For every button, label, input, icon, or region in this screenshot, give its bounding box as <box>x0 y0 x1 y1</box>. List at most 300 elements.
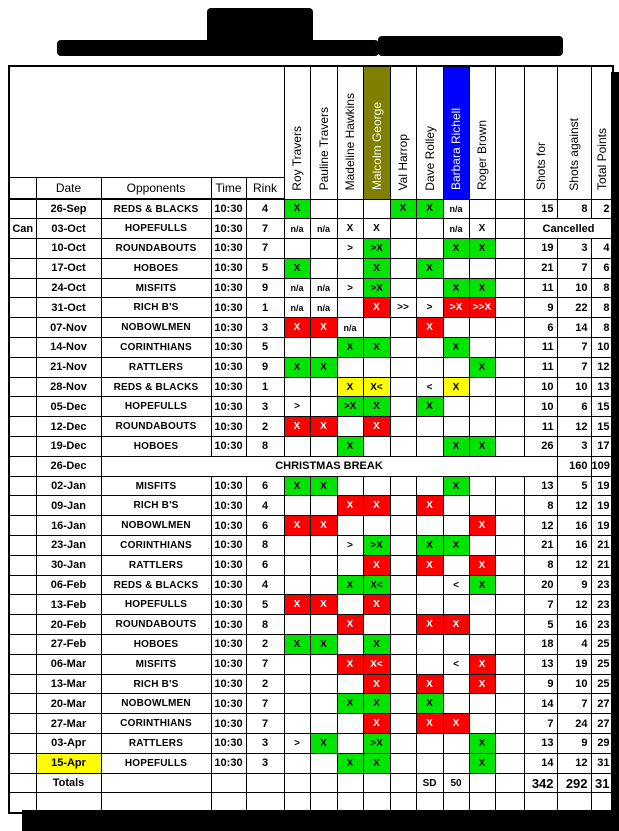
redacted-subtitle-block-right <box>378 36 563 56</box>
shots-for-cell: 14 <box>524 694 557 714</box>
player-result-cell <box>284 674 310 694</box>
player-result-cell <box>390 516 416 536</box>
total-points-cell: 25 <box>591 674 613 694</box>
shots-for-cell: 18 <box>524 635 557 655</box>
player-result-cell <box>390 793 416 813</box>
player-result-cell <box>390 734 416 754</box>
date-cell: 06-Feb <box>36 575 101 595</box>
player-result-cell <box>337 674 363 694</box>
player-result-cell <box>390 357 416 377</box>
fixture-row <box>9 674 613 694</box>
player-result-cell <box>416 278 443 298</box>
rink-cell: 3 <box>246 734 284 754</box>
player-result-cell: < <box>416 377 443 397</box>
rink-cell: 5 <box>246 258 284 278</box>
shots-against-cell: 5 <box>557 476 591 496</box>
date-cell: 12-Dec <box>36 417 101 437</box>
date-cell: 03-Oct <box>36 219 101 239</box>
player-result-cell <box>390 536 416 556</box>
spacer-cell <box>495 278 524 298</box>
player-result-cell <box>443 674 469 694</box>
player-result-cell: X <box>416 258 443 278</box>
player-result-cell <box>416 734 443 754</box>
shots-against-cell: 10 <box>557 278 591 298</box>
player-name-vertical-label: Madeline Hawkins <box>343 93 358 191</box>
rink-cell: 4 <box>246 575 284 595</box>
shots-against-cell: 22 <box>557 298 591 318</box>
shots-against-cell: 3 <box>557 239 591 259</box>
total-points-cell: 23 <box>591 615 613 635</box>
cancelled-flag-cell <box>9 753 36 773</box>
shots-against-cell: 3 <box>557 437 591 457</box>
player-result-cell <box>363 318 390 338</box>
shots-against-cell: 10 <box>557 377 591 397</box>
player-result-cell: X <box>310 595 337 615</box>
player-result-cell: X <box>469 575 495 595</box>
player-result-cell <box>390 555 416 575</box>
player-result-cell: X <box>443 615 469 635</box>
spacer-cell <box>495 575 524 595</box>
player-result-cell: X <box>337 437 363 457</box>
cancelled-flag-cell <box>9 694 36 714</box>
spacer-cell <box>495 377 524 397</box>
player-result-cell <box>284 338 310 358</box>
player-result-cell: X <box>416 674 443 694</box>
shots-against-column-header-vertical-label: Shots against <box>567 117 582 191</box>
player-result-cell <box>443 496 469 516</box>
player-result-cell: X <box>363 595 390 615</box>
player-result-cell: X <box>416 536 443 556</box>
shots-for-cell: 13 <box>524 654 557 674</box>
player-result-cell <box>416 417 443 437</box>
shots-for-cell: 8 <box>524 555 557 575</box>
opponent-cell: CORINTHIANS <box>101 536 211 556</box>
shots-against-cell: 14 <box>557 318 591 338</box>
time-cell: 10:30 <box>211 753 246 773</box>
player-result-cell: X <box>363 555 390 575</box>
fixture-row <box>9 298 613 318</box>
shots-against-column-header <box>557 66 591 199</box>
player-result-cell <box>469 258 495 278</box>
player-result-cell <box>416 654 443 674</box>
player-result-cell <box>363 793 390 813</box>
date-cell: 20-Feb <box>36 615 101 635</box>
time-cell: 10:30 <box>211 536 246 556</box>
player-result-cell <box>443 417 469 437</box>
fixture-row <box>9 734 613 754</box>
date-cell: 27-Feb <box>36 635 101 655</box>
player-result-cell <box>284 377 310 397</box>
shots-for-cell: 10 <box>524 377 557 397</box>
player-name-vertical-label: Malcolm George <box>369 102 384 191</box>
spacer-cell <box>495 753 524 773</box>
player-result-cell <box>469 318 495 338</box>
player-result-cell: X< <box>363 575 390 595</box>
rink-cell: 3 <box>246 397 284 417</box>
date-cell: 20-Mar <box>36 694 101 714</box>
total-points-column-header-vertical-label: Total Points <box>595 128 610 191</box>
date-cell: 27-Mar <box>36 714 101 734</box>
time-cell <box>211 773 246 793</box>
spacer-cell <box>495 635 524 655</box>
redacted-subtitle-block-left <box>57 40 379 56</box>
player-result-cell <box>337 476 363 496</box>
shots-for-cell: 14 <box>524 753 557 773</box>
total-points-cell: 27 <box>591 694 613 714</box>
player-result-cell: X <box>337 338 363 358</box>
cancelled-flag-cell <box>9 773 36 793</box>
player-result-cell: >>X <box>469 298 495 318</box>
player-result-cell <box>310 615 337 635</box>
player-column-header <box>443 66 469 199</box>
cancelled-flag-cell <box>9 536 36 556</box>
spacer-cell <box>495 773 524 793</box>
opponent-cell: RATTLERS <box>101 734 211 754</box>
time-cell: 10:30 <box>211 615 246 635</box>
cancelled-flag-cell: Can <box>9 219 36 239</box>
player-result-cell <box>469 338 495 358</box>
player-result-cell <box>469 635 495 655</box>
fixture-row <box>9 437 613 457</box>
shots-for-cell: 9 <box>524 674 557 694</box>
cancelled-flag-cell <box>9 714 36 734</box>
date-cell: 07-Nov <box>36 318 101 338</box>
cancelled-flag-cell <box>9 654 36 674</box>
rink-cell: 2 <box>246 635 284 655</box>
shots-against-cell: 4 <box>557 635 591 655</box>
player-result-cell: X <box>443 437 469 457</box>
player-result-cell <box>337 555 363 575</box>
shots-for-cell <box>524 793 557 813</box>
date-cell: Totals <box>36 773 101 793</box>
player-result-cell: X <box>337 377 363 397</box>
spacer-cell <box>495 357 524 377</box>
player-result-cell: X <box>310 476 337 496</box>
date-cell: 13-Feb <box>36 595 101 615</box>
cancelled-flag-cell <box>9 575 36 595</box>
shots-for-cell: 13 <box>524 476 557 496</box>
player-result-cell: >X <box>363 734 390 754</box>
player-result-cell: n/a <box>443 219 469 239</box>
player-result-cell <box>337 417 363 437</box>
time-cell: 10:30 <box>211 318 246 338</box>
player-result-cell: X <box>416 615 443 635</box>
fixture-row <box>9 397 613 417</box>
player-result-cell: > <box>284 397 310 417</box>
date-cell: 26-Dec <box>36 456 101 476</box>
player-result-cell: X <box>363 258 390 278</box>
player-result-cell: X <box>469 753 495 773</box>
player-result-cell <box>337 516 363 536</box>
rink-cell: 8 <box>246 615 284 635</box>
player-result-cell: n/a <box>310 278 337 298</box>
rink-cell: 1 <box>246 377 284 397</box>
player-result-cell <box>284 239 310 259</box>
time-cell: 10:30 <box>211 674 246 694</box>
opponent-cell: HOBOES <box>101 437 211 457</box>
player-name-vertical-label: Dave Rolley <box>422 125 437 191</box>
opponents-column-header: Opponents <box>101 178 211 200</box>
shots-against-cell: 7 <box>557 694 591 714</box>
player-result-cell <box>390 338 416 358</box>
player-result-cell: X <box>469 555 495 575</box>
spacer-cell <box>495 239 524 259</box>
opponent-cell: CORINTHIANS <box>101 338 211 358</box>
player-result-cell <box>469 536 495 556</box>
fixture-row <box>9 654 613 674</box>
fixtures-results-table <box>8 65 614 814</box>
time-cell: 10:30 <box>211 258 246 278</box>
player-result-cell <box>284 555 310 575</box>
time-column-header: Time <box>211 178 246 200</box>
date-cell: 26-Sep <box>36 199 101 219</box>
player-result-cell: n/a <box>443 199 469 219</box>
player-result-cell: < <box>443 575 469 595</box>
shots-for-column-header <box>524 66 557 199</box>
player-result-cell <box>310 575 337 595</box>
opponent-cell: CORINTHIANS <box>101 714 211 734</box>
player-result-cell <box>337 793 363 813</box>
spacer-cell <box>495 555 524 575</box>
player-result-cell: X <box>416 694 443 714</box>
opponent-cell: NOBOWLMEN <box>101 318 211 338</box>
shots-for-cell: 11 <box>524 338 557 358</box>
player-result-cell <box>390 674 416 694</box>
player-result-cell <box>469 714 495 734</box>
player-result-cell <box>337 258 363 278</box>
cancelled-flag-cell <box>9 278 36 298</box>
player-result-cell: > <box>337 536 363 556</box>
time-cell: 10:30 <box>211 199 246 219</box>
rink-cell <box>246 793 284 813</box>
player-result-cell <box>390 258 416 278</box>
date-cell: 09-Jan <box>36 496 101 516</box>
cancelled-flag-cell <box>9 674 36 694</box>
spacer-cell <box>495 595 524 615</box>
player-result-cell: X <box>416 318 443 338</box>
player-result-cell <box>416 219 443 239</box>
shots-against-cell: 7 <box>557 357 591 377</box>
player-result-cell: X <box>310 734 337 754</box>
player-result-cell: n/a <box>284 298 310 318</box>
player-result-cell: X <box>310 357 337 377</box>
shots-against-cell: 19 <box>557 654 591 674</box>
player-result-cell <box>416 516 443 536</box>
cancelled-flag-cell <box>9 734 36 754</box>
player-result-cell: X <box>416 496 443 516</box>
shots-for-cell: 13 <box>524 734 557 754</box>
player-result-cell <box>337 595 363 615</box>
player-result-cell <box>310 773 337 793</box>
opponent-cell: ROUNDABOUTS <box>101 417 211 437</box>
player-result-cell <box>443 753 469 773</box>
shots-against-cell: 10 <box>557 674 591 694</box>
player-result-cell <box>390 476 416 496</box>
rink-cell: 7 <box>246 219 284 239</box>
total-points-cell: 17 <box>591 437 613 457</box>
player-result-cell <box>443 258 469 278</box>
opponent-cell <box>101 793 211 813</box>
player-result-cell <box>390 377 416 397</box>
total-points-cell: 19 <box>591 516 613 536</box>
fixture-row <box>9 456 613 476</box>
shots-for-cell: 7 <box>524 714 557 734</box>
fixture-row <box>9 516 613 536</box>
date-cell: 02-Jan <box>36 476 101 496</box>
time-cell: 10:30 <box>211 694 246 714</box>
player-result-cell: X <box>443 714 469 734</box>
time-cell: 10:30 <box>211 635 246 655</box>
shots-against-cell: 8 <box>557 199 591 219</box>
player-result-cell <box>416 357 443 377</box>
player-result-cell: X <box>363 219 390 239</box>
spacer-column <box>495 66 524 199</box>
date-cell: 19-Dec <box>36 437 101 457</box>
rink-cell: 8 <box>246 437 284 457</box>
date-cell: 06-Mar <box>36 654 101 674</box>
player-result-cell <box>310 793 337 813</box>
player-result-cell: X <box>443 377 469 397</box>
player-result-cell <box>469 397 495 417</box>
fixture-row <box>9 496 613 516</box>
player-result-cell: X <box>469 654 495 674</box>
shots-for-cell: 12 <box>524 516 557 536</box>
date-cell: 13-Mar <box>36 674 101 694</box>
fixture-row <box>9 239 613 259</box>
spacer-cell <box>495 793 524 813</box>
shots-for-cell: 15 <box>524 199 557 219</box>
player-result-cell: X <box>416 555 443 575</box>
spacer-cell <box>495 476 524 496</box>
date-cell: 30-Jan <box>36 555 101 575</box>
player-result-cell <box>469 595 495 615</box>
player-name-vertical-label: Val Harrop <box>396 134 411 191</box>
player-result-cell <box>443 734 469 754</box>
player-result-cell <box>443 595 469 615</box>
shots-against-cell: 16 <box>557 615 591 635</box>
player-result-cell <box>416 239 443 259</box>
player-result-cell <box>310 199 337 219</box>
time-cell: 10:30 <box>211 734 246 754</box>
player-result-cell <box>443 555 469 575</box>
time-cell: 10:30 <box>211 239 246 259</box>
spacer-cell <box>495 338 524 358</box>
player-result-cell: X <box>469 674 495 694</box>
player-result-cell: X <box>284 357 310 377</box>
cancelled-flag-cell <box>9 199 36 219</box>
fixture-row <box>9 753 613 773</box>
player-result-cell <box>337 357 363 377</box>
player-result-cell: X <box>284 595 310 615</box>
time-cell: 10:30 <box>211 298 246 318</box>
opponent-cell: HOBOES <box>101 635 211 655</box>
player-result-cell: n/a <box>284 219 310 239</box>
cancelled-flag-cell <box>9 595 36 615</box>
player-result-cell <box>363 199 390 219</box>
opponent-cell: MISFITS <box>101 654 211 674</box>
player-result-cell: X <box>469 357 495 377</box>
cancelled-flag-cell <box>9 338 36 358</box>
fixture-row <box>9 338 613 358</box>
player-result-cell: 50 <box>443 773 469 793</box>
player-result-cell <box>416 437 443 457</box>
player-result-cell: X <box>416 714 443 734</box>
opponent-cell: NOBOWLMEN <box>101 694 211 714</box>
cancelled-flag-cell <box>9 635 36 655</box>
spacer-cell <box>495 694 524 714</box>
rink-cell: 4 <box>246 199 284 219</box>
cancelled-result-cell: Cancelled <box>524 219 613 239</box>
player-result-cell <box>416 793 443 813</box>
player-result-cell: X <box>469 278 495 298</box>
shots-against-cell: 12 <box>557 555 591 575</box>
player-result-cell: X <box>284 199 310 219</box>
player-result-cell <box>310 555 337 575</box>
player-name-vertical-label: Pauline Travers <box>316 107 331 191</box>
player-column-header <box>469 66 495 199</box>
player-column-header <box>390 66 416 199</box>
spacer-cell <box>495 734 524 754</box>
player-result-cell <box>443 318 469 338</box>
player-result-cell: n/a <box>337 318 363 338</box>
rink-cell: 8 <box>246 536 284 556</box>
rink-cell: 7 <box>246 714 284 734</box>
rink-cell: 3 <box>246 753 284 773</box>
shots-against-cell: 109 <box>591 456 613 476</box>
player-result-cell: > <box>284 734 310 754</box>
player-result-cell <box>363 476 390 496</box>
player-name-vertical-label: Roy Travers <box>290 125 305 191</box>
fixture-row <box>9 219 613 239</box>
shots-for-cell: 10 <box>524 397 557 417</box>
spacer-cell <box>495 437 524 457</box>
total-points-cell: 19 <box>591 496 613 516</box>
fixture-row <box>9 714 613 734</box>
player-result-cell <box>310 338 337 358</box>
rink-cell: 4 <box>246 496 284 516</box>
player-result-cell: X <box>284 417 310 437</box>
opponent-cell: ROUNDABOUTS <box>101 615 211 635</box>
player-result-cell: X <box>443 278 469 298</box>
player-result-cell <box>469 615 495 635</box>
player-result-cell <box>310 753 337 773</box>
player-result-cell: >> <box>390 298 416 318</box>
fixture-row <box>9 694 613 714</box>
player-result-cell <box>390 714 416 734</box>
shots-for-column-header-vertical-label: Shots for <box>533 142 548 191</box>
player-result-cell <box>284 437 310 457</box>
player-result-cell: X <box>284 516 310 536</box>
fixture-row <box>9 575 613 595</box>
cancelled-flag-cell <box>9 793 36 813</box>
fixture-row <box>9 635 613 655</box>
spacer-cell <box>495 417 524 437</box>
date-cell: 14-Nov <box>36 338 101 358</box>
opponent-cell: MISFITS <box>101 476 211 496</box>
player-result-cell <box>337 199 363 219</box>
player-result-cell: X <box>416 199 443 219</box>
shots-against-cell: 9 <box>557 575 591 595</box>
opponent-cell: REDS & BLACKS <box>101 377 211 397</box>
player-result-cell <box>310 536 337 556</box>
player-result-cell <box>390 635 416 655</box>
player-result-cell: X <box>469 734 495 754</box>
player-result-cell <box>469 199 495 219</box>
player-result-cell: X <box>363 338 390 358</box>
player-result-cell: X <box>363 298 390 318</box>
total-points-cell: 15 <box>591 417 613 437</box>
player-result-cell: >X <box>363 239 390 259</box>
